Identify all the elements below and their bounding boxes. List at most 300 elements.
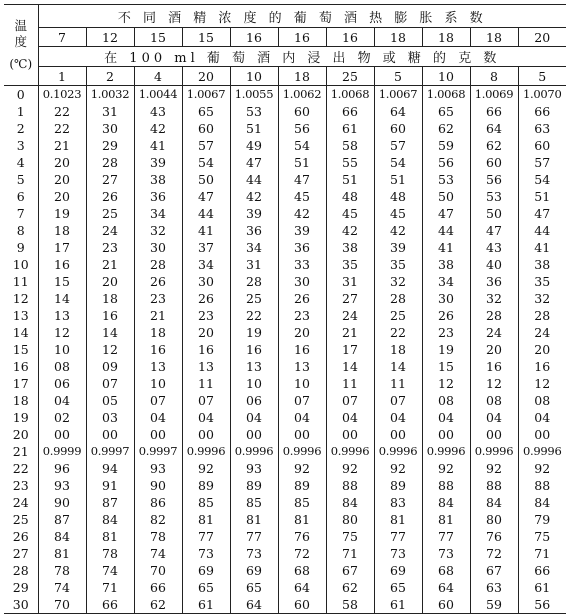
value-cell: 47 <box>422 205 470 222</box>
value-cell: 32 <box>518 290 566 307</box>
value-cell: 0.9996 <box>422 443 470 460</box>
value-cell: 40 <box>470 256 518 273</box>
alcohol-cell-2: 12 <box>86 28 134 47</box>
value-cell: 18 <box>38 222 86 239</box>
value-cell: 16 <box>278 341 326 358</box>
value-cell: 29 <box>86 137 134 154</box>
value-cell: 64 <box>278 579 326 596</box>
value-cell: 44 <box>182 205 230 222</box>
temperature-cell: 17 <box>12 376 29 391</box>
value-cell: 04 <box>374 409 422 426</box>
table-row <box>4 120 566 137</box>
value-cell: 13 <box>230 358 278 375</box>
value-cell: 42 <box>278 205 326 222</box>
alcohol-cell-10: 18 <box>470 28 518 47</box>
value-cell: 26 <box>278 290 326 307</box>
table-row <box>4 103 566 120</box>
value-cell: 22 <box>38 103 86 120</box>
temperature-cell: 13 <box>12 308 29 323</box>
value-cell: 72 <box>278 545 326 562</box>
value-cell: 75 <box>518 528 566 545</box>
value-cell: 05 <box>86 392 134 409</box>
value-cell: 0.9999 <box>38 443 86 460</box>
table-row <box>4 86 566 104</box>
value-cell: 62 <box>326 579 374 596</box>
temperature-cell: 6 <box>16 189 25 204</box>
value-cell: 08 <box>422 392 470 409</box>
value-cell: 84 <box>86 511 134 528</box>
value-cell: 57 <box>182 137 230 154</box>
value-cell: 56 <box>518 596 566 614</box>
table-row <box>4 273 566 290</box>
value-cell: 67 <box>326 562 374 579</box>
value-cell: 23 <box>422 324 470 341</box>
value-cell: 04 <box>182 409 230 426</box>
value-cell: 43 <box>470 239 518 256</box>
value-cell: 71 <box>326 545 374 562</box>
table-row <box>4 154 566 171</box>
value-cell: 24 <box>518 324 566 341</box>
value-cell: 92 <box>374 460 422 477</box>
value-cell: 1.0062 <box>278 86 326 104</box>
value-cell: 69 <box>374 562 422 579</box>
temperature-cell: 16 <box>12 359 29 374</box>
value-cell: 00 <box>134 426 182 443</box>
value-cell: 58 <box>326 137 374 154</box>
value-cell: 34 <box>230 239 278 256</box>
value-cell: 47 <box>182 188 230 205</box>
value-cell: 19 <box>38 205 86 222</box>
value-cell: 07 <box>134 392 182 409</box>
value-cell: 66 <box>134 579 182 596</box>
value-cell: 30 <box>134 239 182 256</box>
value-cell: 38 <box>326 239 374 256</box>
value-cell: 39 <box>374 239 422 256</box>
value-cell: 30 <box>182 273 230 290</box>
temperature-cell: 5 <box>16 172 25 187</box>
temperature-cell: 9 <box>16 240 25 255</box>
table-row <box>4 579 566 596</box>
value-cell: 27 <box>326 290 374 307</box>
temperature-cell: 23 <box>12 478 29 493</box>
value-cell: 38 <box>134 171 182 188</box>
value-cell: 96 <box>38 460 86 477</box>
value-cell: 41 <box>134 137 182 154</box>
table-row <box>4 137 566 154</box>
value-cell: 85 <box>182 494 230 511</box>
value-cell: 1.0055 <box>230 86 278 104</box>
value-cell: 12 <box>470 375 518 392</box>
value-cell: 25 <box>374 307 422 324</box>
value-cell: 91 <box>86 477 134 494</box>
temperature-cell: 14 <box>12 325 29 340</box>
value-cell: 16 <box>470 358 518 375</box>
value-cell: 00 <box>86 426 134 443</box>
value-cell: 45 <box>374 205 422 222</box>
value-cell: 89 <box>278 477 326 494</box>
value-cell: 1.0067 <box>182 86 230 104</box>
value-cell: 51 <box>374 171 422 188</box>
value-cell: 16 <box>86 307 134 324</box>
value-cell: 54 <box>518 171 566 188</box>
value-cell: 18 <box>134 324 182 341</box>
alcohol-cell-7: 16 <box>326 28 374 47</box>
value-cell: 80 <box>326 511 374 528</box>
value-cell: 30 <box>278 273 326 290</box>
value-cell: 70 <box>134 562 182 579</box>
value-cell: 87 <box>38 511 86 528</box>
value-cell: 04 <box>38 392 86 409</box>
value-cell: 21 <box>326 324 374 341</box>
value-cell: 41 <box>182 222 230 239</box>
value-cell: 84 <box>470 494 518 511</box>
value-cell: 89 <box>374 477 422 494</box>
value-cell: 26 <box>182 290 230 307</box>
temperature-label-1: 温 <box>14 18 27 33</box>
value-cell: 23 <box>278 307 326 324</box>
value-cell: 89 <box>182 477 230 494</box>
table-row <box>4 443 566 460</box>
value-cell: 77 <box>230 528 278 545</box>
value-cell: 62 <box>134 596 182 614</box>
value-cell: 08 <box>518 392 566 409</box>
table-row <box>4 188 566 205</box>
value-cell: 1.0070 <box>518 86 566 104</box>
value-cell: 30 <box>86 120 134 137</box>
value-cell: 19 <box>230 324 278 341</box>
value-cell: 58 <box>326 596 374 614</box>
value-cell: 50 <box>422 188 470 205</box>
value-cell: 79 <box>518 511 566 528</box>
value-cell: 04 <box>230 409 278 426</box>
table-row <box>4 460 566 477</box>
temperature-cell: 28 <box>12 563 29 578</box>
value-cell: 16 <box>134 341 182 358</box>
value-cell: 65 <box>182 579 230 596</box>
value-cell: 37 <box>182 239 230 256</box>
value-cell: 66 <box>518 103 566 120</box>
table-row <box>4 239 566 256</box>
extract-cell-9: 10 <box>422 67 470 86</box>
value-cell: 13 <box>278 358 326 375</box>
value-cell: 56 <box>278 120 326 137</box>
extract-cell-10: 8 <box>470 67 518 86</box>
value-cell: 62 <box>470 137 518 154</box>
value-cell: 0.9996 <box>230 443 278 460</box>
temperature-cell: 30 <box>4 596 38 614</box>
value-cell: 39 <box>230 205 278 222</box>
value-cell: 92 <box>470 460 518 477</box>
value-cell: 85 <box>230 494 278 511</box>
value-cell: 35 <box>518 273 566 290</box>
value-cell: 36 <box>134 188 182 205</box>
value-cell: 51 <box>230 120 278 137</box>
temperature-cell: 24 <box>12 495 29 510</box>
value-cell: 20 <box>38 171 86 188</box>
value-cell: 36 <box>470 273 518 290</box>
value-cell: 10 <box>38 341 86 358</box>
table-row <box>4 596 566 614</box>
table-row <box>4 341 566 358</box>
value-cell: 10 <box>230 375 278 392</box>
value-cell: 59 <box>422 137 470 154</box>
alcohol-cell-11: 20 <box>518 28 566 47</box>
temperature-cell: 4 <box>16 155 25 170</box>
value-cell: 07 <box>326 392 374 409</box>
value-cell: 60 <box>422 596 470 614</box>
value-cell: 94 <box>86 460 134 477</box>
table-row <box>4 494 566 511</box>
value-cell: 0.9996 <box>182 443 230 460</box>
value-cell: 44 <box>230 171 278 188</box>
value-cell: 17 <box>326 341 374 358</box>
value-cell: 81 <box>182 511 230 528</box>
extract-cell-6: 18 <box>278 67 326 86</box>
value-cell: 60 <box>278 596 326 614</box>
value-cell: 65 <box>374 579 422 596</box>
value-cell: 53 <box>230 103 278 120</box>
value-cell: 15 <box>38 273 86 290</box>
value-cell: 28 <box>230 273 278 290</box>
value-cell: 64 <box>422 579 470 596</box>
value-cell: 84 <box>38 528 86 545</box>
temperature-cell: 10 <box>12 257 29 272</box>
value-cell: 51 <box>518 188 566 205</box>
value-cell: 60 <box>374 120 422 137</box>
value-cell: 86 <box>134 494 182 511</box>
value-cell: 28 <box>134 256 182 273</box>
extract-cell-1: 1 <box>38 67 86 86</box>
value-cell: 74 <box>38 579 86 596</box>
value-cell: 04 <box>470 409 518 426</box>
value-cell: 57 <box>374 137 422 154</box>
value-cell: 72 <box>470 545 518 562</box>
temperature-cell: 3 <box>16 138 25 153</box>
value-cell: 78 <box>86 545 134 562</box>
value-cell: 00 <box>326 426 374 443</box>
value-cell: 60 <box>470 154 518 171</box>
value-cell: 18 <box>86 290 134 307</box>
value-cell: 61 <box>326 120 374 137</box>
value-cell: 0.9996 <box>278 443 326 460</box>
value-cell: 80 <box>470 511 518 528</box>
value-cell: 14 <box>86 324 134 341</box>
value-cell: 16 <box>230 341 278 358</box>
table-title: 不 同 酒 精 浓 度 的 葡 萄 酒 热 膨 胀 系 数 <box>38 5 566 28</box>
value-cell: 77 <box>182 528 230 545</box>
value-cell: 49 <box>230 137 278 154</box>
temperature-cell: 12 <box>12 291 29 306</box>
value-cell: 38 <box>422 256 470 273</box>
value-cell: 65 <box>422 103 470 120</box>
value-cell: 43 <box>134 103 182 120</box>
value-cell: 25 <box>86 205 134 222</box>
extract-cell-2: 2 <box>86 67 134 86</box>
value-cell: 92 <box>278 460 326 477</box>
value-cell: 61 <box>182 596 230 614</box>
value-cell: 31 <box>86 103 134 120</box>
value-cell: 63 <box>518 120 566 137</box>
value-cell: 88 <box>422 477 470 494</box>
value-cell: 66 <box>86 596 134 614</box>
value-cell: 78 <box>38 562 86 579</box>
table-row <box>4 375 566 392</box>
table-row <box>4 545 566 562</box>
alcohol-cell-6: 16 <box>278 28 326 47</box>
value-cell: 21 <box>38 137 86 154</box>
value-cell: 45 <box>326 205 374 222</box>
value-cell: 36 <box>230 222 278 239</box>
value-cell: 31 <box>230 256 278 273</box>
value-cell: 17 <box>38 239 86 256</box>
value-cell: 88 <box>326 477 374 494</box>
temperature-cell: 22 <box>12 461 29 476</box>
table-row <box>4 324 566 341</box>
value-cell: 90 <box>134 477 182 494</box>
table-row <box>4 392 566 409</box>
value-cell: 93 <box>230 460 278 477</box>
alcohol-cell-3: 15 <box>134 28 182 47</box>
value-cell: 0.9997 <box>86 443 134 460</box>
table-row <box>4 477 566 494</box>
value-cell: 93 <box>38 477 86 494</box>
value-cell: 1.0032 <box>86 86 134 104</box>
value-cell: 65 <box>230 579 278 596</box>
value-cell: 53 <box>470 188 518 205</box>
value-cell: 0.9997 <box>134 443 182 460</box>
value-cell: 21 <box>134 307 182 324</box>
table-row <box>4 528 566 545</box>
value-cell: 47 <box>230 154 278 171</box>
value-cell: 55 <box>326 154 374 171</box>
value-cell: 20 <box>182 324 230 341</box>
value-cell: 59 <box>470 596 518 614</box>
temperature-cell: 1 <box>16 104 25 119</box>
temperature-unit: (℃) <box>9 57 33 71</box>
extract-subtitle: 在 100 ml 葡 萄 酒 内 浸 出 物 或 糖 的 克 数 <box>38 47 566 67</box>
value-cell: 62 <box>422 120 470 137</box>
temperature-cell: 21 <box>12 444 29 459</box>
value-cell: 28 <box>86 154 134 171</box>
value-cell: 54 <box>374 154 422 171</box>
value-cell: 00 <box>38 426 86 443</box>
value-cell: 12 <box>86 341 134 358</box>
value-cell: 13 <box>134 358 182 375</box>
value-cell: 66 <box>326 103 374 120</box>
value-cell: 82 <box>134 511 182 528</box>
value-cell: 61 <box>374 596 422 614</box>
value-cell: 76 <box>278 528 326 545</box>
temperature-label-2: 度 <box>14 34 27 49</box>
value-cell: 42 <box>326 222 374 239</box>
value-cell: 81 <box>38 545 86 562</box>
value-cell: 83 <box>374 494 422 511</box>
value-cell: 26 <box>134 273 182 290</box>
value-cell: 13 <box>182 358 230 375</box>
value-cell: 1.0069 <box>470 86 518 104</box>
value-cell: 92 <box>182 460 230 477</box>
value-cell: 89 <box>230 477 278 494</box>
value-cell: 61 <box>518 579 566 596</box>
extract-row <box>4 67 566 86</box>
value-cell: 68 <box>422 562 470 579</box>
value-cell: 23 <box>86 239 134 256</box>
value-cell: 81 <box>278 511 326 528</box>
value-cell: 68 <box>278 562 326 579</box>
value-cell: 10 <box>278 375 326 392</box>
value-cell: 66 <box>470 103 518 120</box>
value-cell: 18 <box>374 341 422 358</box>
value-cell: 60 <box>182 120 230 137</box>
value-cell: 57 <box>518 154 566 171</box>
value-cell: 56 <box>422 154 470 171</box>
value-cell: 00 <box>374 426 422 443</box>
value-cell: 20 <box>278 324 326 341</box>
value-cell: 92 <box>518 460 566 477</box>
value-cell: 56 <box>470 171 518 188</box>
value-cell: 28 <box>470 307 518 324</box>
value-cell: 30 <box>422 290 470 307</box>
value-cell: 42 <box>374 222 422 239</box>
temperature-cell: 20 <box>12 427 29 442</box>
temperature-cell: 7 <box>16 206 25 221</box>
value-cell: 11 <box>326 375 374 392</box>
alcohol-cell-9: 18 <box>422 28 470 47</box>
value-cell: 10 <box>134 375 182 392</box>
value-cell: 07 <box>182 392 230 409</box>
value-cell: 22 <box>374 324 422 341</box>
value-cell: 24 <box>86 222 134 239</box>
value-cell: 45 <box>278 188 326 205</box>
value-cell: 00 <box>422 426 470 443</box>
value-cell: 84 <box>422 494 470 511</box>
value-cell: 06 <box>38 375 86 392</box>
value-cell: 88 <box>518 477 566 494</box>
value-cell: 69 <box>182 562 230 579</box>
value-cell: 0.9996 <box>518 443 566 460</box>
value-cell: 50 <box>182 171 230 188</box>
temperature-cell: 29 <box>12 580 29 595</box>
value-cell: 20 <box>38 154 86 171</box>
value-cell: 21 <box>86 256 134 273</box>
temperature-cell: 0 <box>16 87 25 102</box>
value-cell: 27 <box>86 171 134 188</box>
value-cell: 28 <box>518 307 566 324</box>
alcohol-cell-1: 7 <box>38 28 86 47</box>
temperature-cell: 18 <box>12 393 29 408</box>
value-cell: 65 <box>182 103 230 120</box>
value-cell: 00 <box>470 426 518 443</box>
value-cell: 0.9996 <box>326 443 374 460</box>
value-cell: 93 <box>134 460 182 477</box>
value-cell: 08 <box>38 358 86 375</box>
value-cell: 77 <box>422 528 470 545</box>
value-cell: 04 <box>278 409 326 426</box>
temperature-cell: 11 <box>12 274 29 289</box>
value-cell: 13 <box>38 307 86 324</box>
table-row <box>4 307 566 324</box>
value-cell: 0.1023 <box>38 86 86 104</box>
value-cell: 04 <box>134 409 182 426</box>
value-cell: 12 <box>422 375 470 392</box>
value-cell: 04 <box>326 409 374 426</box>
value-cell: 54 <box>182 154 230 171</box>
temperature-cell: 26 <box>12 529 29 544</box>
value-cell: 1.0044 <box>134 86 182 104</box>
value-cell: 63 <box>470 579 518 596</box>
value-cell: 1.0068 <box>326 86 374 104</box>
value-cell: 34 <box>134 205 182 222</box>
